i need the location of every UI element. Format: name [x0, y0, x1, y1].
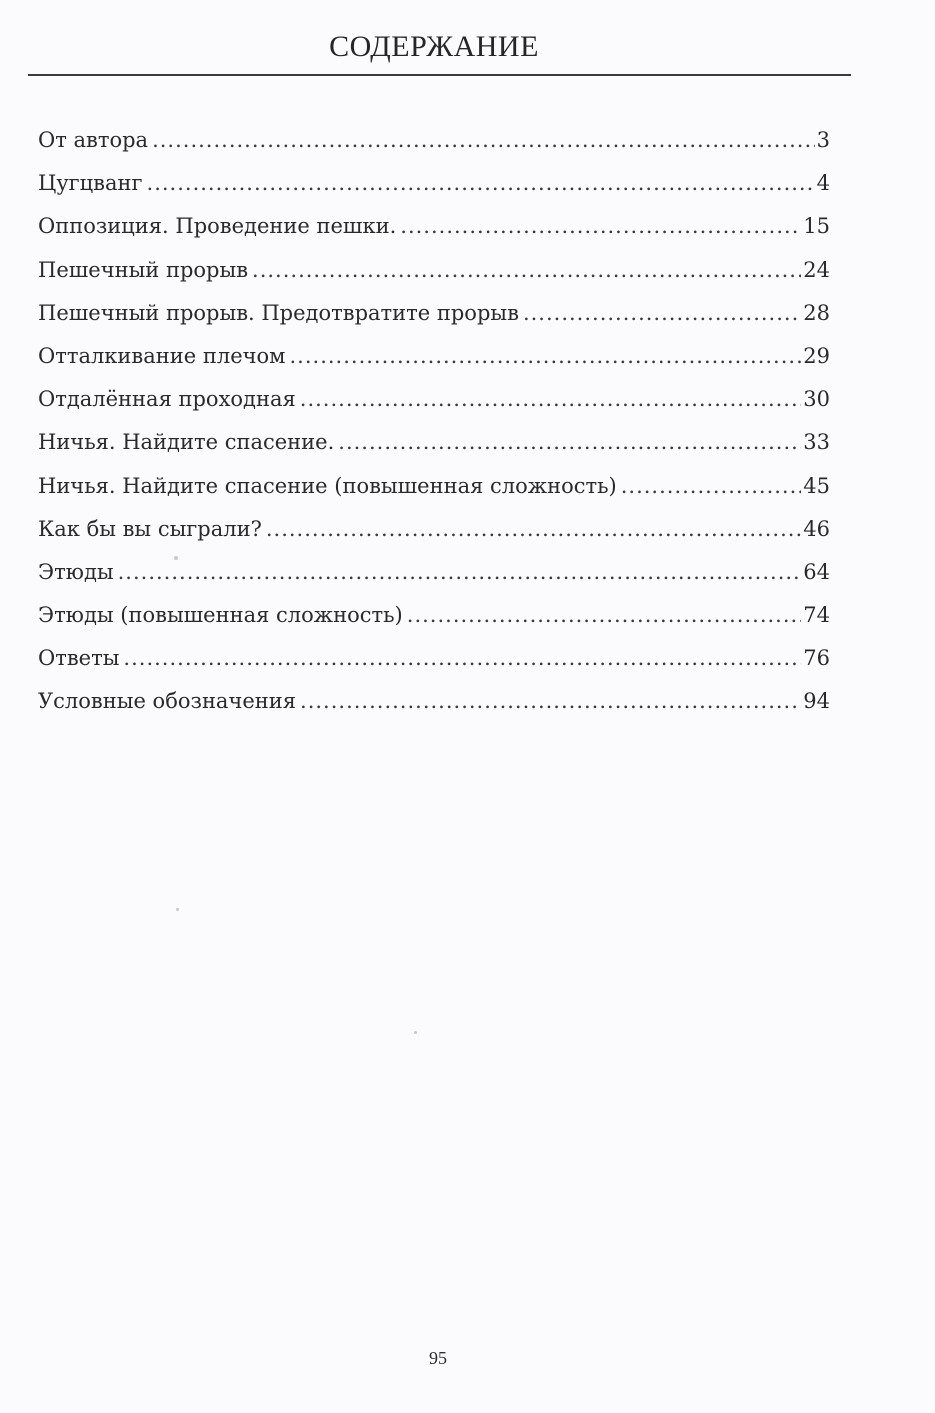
toc-entry-page: 29 — [803, 343, 830, 368]
toc-entry-title: Оппозиция. Проведение пешки. — [38, 214, 397, 239]
toc-entry-title: Условные обозначения — [38, 689, 297, 714]
toc-entry-title: Пешечный прорыв — [38, 257, 249, 282]
toc-entry-title: Отталкивание плечом — [38, 343, 286, 368]
toc-entry-title: От автора — [38, 128, 149, 152]
toc-entry-title: Этюды — [38, 559, 114, 584]
toc-entry-page: 76 — [803, 646, 830, 671]
scan-speck — [174, 556, 178, 560]
toc-entry-page: 24 — [803, 257, 830, 282]
dot-leader — [252, 249, 801, 292]
dot-leader — [407, 594, 802, 637]
toc-entry-page: 30 — [803, 387, 830, 412]
toc-entry-title: Цугцванг — [38, 171, 143, 196]
toc-entry — [38, 292, 830, 335]
toc-entry-page: 33 — [803, 430, 830, 455]
dot-leader — [523, 292, 801, 335]
toc-entry-page: 4 — [816, 171, 830, 196]
toc-entry — [38, 637, 830, 680]
toc-entry-title: Этюды (повышенная сложность) — [38, 603, 403, 628]
dot-leader — [118, 551, 802, 594]
dot-leader — [300, 378, 802, 421]
toc-entry-page: 74 — [803, 603, 830, 628]
toc-entry-page: 15 — [803, 214, 830, 239]
toc-entry-title: Ничья. Найдите спасение. — [38, 430, 335, 455]
toc-entry-page: 3 — [816, 128, 830, 152]
scan-speck — [176, 908, 179, 911]
toc-entry — [38, 465, 830, 508]
page-number: 95 — [429, 1348, 447, 1368]
toc-entry — [38, 162, 830, 205]
toc-entry — [38, 508, 830, 551]
toc-entry-page: 45 — [803, 473, 830, 498]
toc-entry — [38, 680, 830, 723]
toc-entry-title: Как бы вы сыграли? — [38, 516, 262, 541]
dot-leader — [152, 119, 815, 162]
contents-heading: СОДЕРЖАНИЕ — [329, 30, 539, 63]
toc-entry — [38, 594, 830, 637]
dot-leader — [123, 637, 801, 680]
dot-leader — [290, 335, 802, 378]
toc-entry — [38, 119, 830, 162]
toc-entry-page: 94 — [803, 689, 830, 714]
toc-entry — [38, 205, 830, 248]
toc-entry — [38, 335, 830, 378]
toc-entry — [38, 551, 830, 594]
toc-entry-title: Ответы — [38, 646, 120, 671]
table-of-contents — [38, 119, 830, 724]
dot-leader — [338, 421, 801, 464]
toc-entry-title: Пешечный прорыв. Предотвратите прорыв — [38, 300, 519, 325]
toc-entry — [38, 378, 830, 421]
toc-entry-title: Отдалённая проходная — [38, 387, 296, 412]
heading-rule — [28, 74, 851, 76]
dot-leader — [400, 205, 801, 248]
toc-entry-page: 28 — [803, 300, 830, 325]
toc-entry-title: Ничья. Найдите спасение (повышенная сложность) — [38, 473, 617, 498]
toc-entry-page: 46 — [803, 516, 830, 541]
scan-speck — [414, 1031, 417, 1034]
dot-leader — [266, 508, 801, 551]
toc-entry — [38, 249, 830, 292]
dot-leader — [300, 680, 801, 723]
dot-leader — [147, 162, 815, 205]
toc-entry — [38, 421, 830, 464]
dot-leader — [621, 465, 802, 508]
toc-entry-page: 64 — [803, 559, 830, 584]
